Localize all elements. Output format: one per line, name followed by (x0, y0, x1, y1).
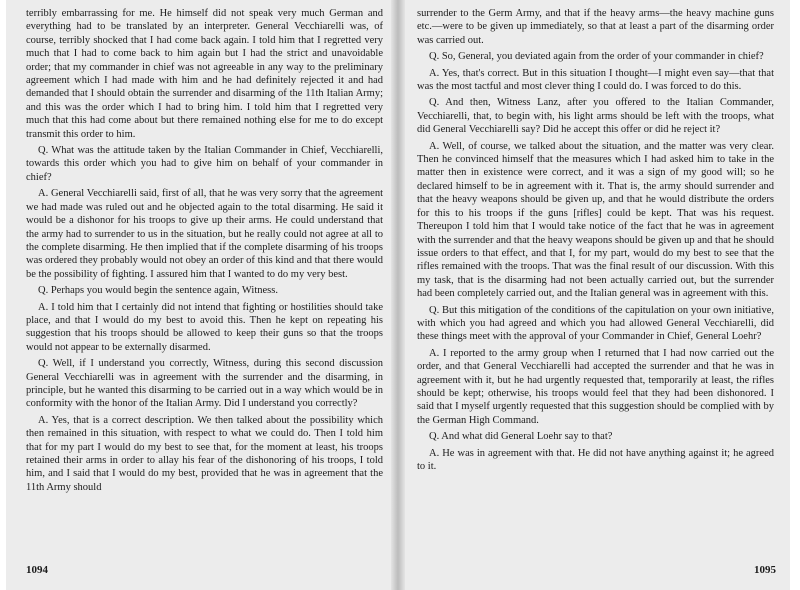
paragraph: A. General Vecchiarelli said, first of all, that he was very sorry that the agreement we had made was ruled out and he objected again to the total disarming. He said it would be a dishonor for his troops to give up their arms. He could understand that the army had to surrender to us in the situation, but he really could not agree at all to the complete disarming. He then implied that if the complete disarming of his troops was ordered they probably would not obey an order of this kind and that there would be the possibility of fighting. I assured him that I wanted to do my very best. (26, 188, 383, 280)
book-gutter (391, 0, 405, 590)
paragraph: A. Well, of course, we talked about the situation, and the matter was very clear. Then he convinced himself that the measures which I had asked him to take in the matter then in existence were correct, and it was a sign of my good will; so he declared himself to be in agreement with it. That is, the army should surrender and that the heavy weapons should be given up, and that he would distribute the orders for this to his troops if the guns [rifles] could be kept. That was his request. Thereupon I told him that I would take notice of the fact that he was in agreement with the surrender and that the heavy weapons should be given up and that he should issue orders to that effect, and that I, for my part, would do my best to see that the rifles remained with the troops. That was the final result of our discussion. With this my task, that is the disarming had not been actually carried out, but the surrender had been completely carried out, and the Italian general was in agreement with this. (417, 140, 774, 300)
paragraph: Q. So, General, you deviated again from the order of your commander in chief? (429, 51, 764, 63)
page-number: 1095 (754, 564, 776, 576)
paragraph: A. Yes, that's correct. But in this situation I thought—I might even say—that that was the most tactful and most clever thing I could do. I was forced to do this. (417, 67, 774, 93)
left-page-text (26, 7, 383, 497)
paragraph: A. I told him that I certainly did not intend that fighting or hostilities should take place, and that I would do my best to avoid this. Then he kept on repeating his suggestion that his troops should be allowed to keep their guns so that the troops would not appear to be externally disarmed. (26, 301, 383, 353)
paragraph: Q. And then, Witness Lanz, after you offered to the Italian Commander, Vecchiarelli, that, to begin with, his light arms should be left with the troops, what did General Vecchiarelli say? Did he accept this offer or did he reject it? (417, 97, 774, 136)
paragraph: Q. But this mitigation of the conditions of the capitulation on your own initiative, with which you had agreed and which you had allowed General Vecchiarelli, did these things meet with the approval of your Commander in Chief, General Loehr? (417, 304, 774, 343)
right-page-text (417, 7, 774, 476)
paragraph: A. I reported to the army group when I returned that I had now carried out the order, and that General Vecchiarelli had accepted the surrender and that he was in agreement with it, but he had urgently requested that, temporarily at least, the rifles should be kept; otherwise, his troops would feel that they had been dishonored. I said that I myself urgently requested that this suggestion should be complied with by the German High Command. (417, 347, 774, 426)
paragraph: Q. What was the attitude taken by the Italian Commander in Chief, Vecchiarelli, towards this order which you had to give him on behalf of your commander in chief? (26, 145, 383, 183)
page-number: 1094 (26, 564, 48, 576)
paragraph: Q. Well, if I understand you correctly, Witness, during this second discussion General Vecchiarelli was in agreement with the surrender and the disarming, in principle, but he wanted this disarming to be carried out in a way which would be in conformity with the honor of the Italian Army. Did I understand you correctly? (26, 358, 383, 410)
paragraph: A. He was in agreement with that. He did not have anything against it; he agreed to it. (417, 447, 774, 472)
left-page (6, 0, 391, 590)
right-page (405, 0, 790, 590)
paragraph: Q. And what did General Loehr say to that? (429, 431, 613, 443)
paragraph: terribly embarrassing for me. He himself did not speak very much German and everything had to be translated by an interpreter. General Vecchiarelli was, of course, terribly shocked that I had come back again. I told him that I regretted very much that I had to come back to him again but I had the strict and unavoidable order; that my commander in chief was not agreeable in any way to the preliminary agreement which I had made with him and he had definitely rejected it and had demanded that I should obtain the surrender and disarming of the 11th Italian Army; and this was the order which I had to bring him. I told him that I regretted very much that this had come about but there remained nothing else for me to do except transmit this order to him. (26, 8, 383, 140)
paragraph: Q. Perhaps you would begin the sentence again, Witness. (38, 285, 278, 297)
paragraph: A. Yes, that is a correct description. We then talked about the possibility which then remained in this situation, with respect to what we could do. Then I told him that for my part I would do my best to see that, for the moment at least, his troops retained their arms in order to allay his fear of the dishonoring of his troops, I told him, and I said that I would do my best, provided that he was in agreement that the 11th Army should (26, 414, 383, 493)
paragraph: surrender to the Germ Army, and that if the heavy arms—the heavy machine guns etc.—were to be given up immediately, so that at least a part of the disarming order was carried out. (417, 8, 774, 46)
